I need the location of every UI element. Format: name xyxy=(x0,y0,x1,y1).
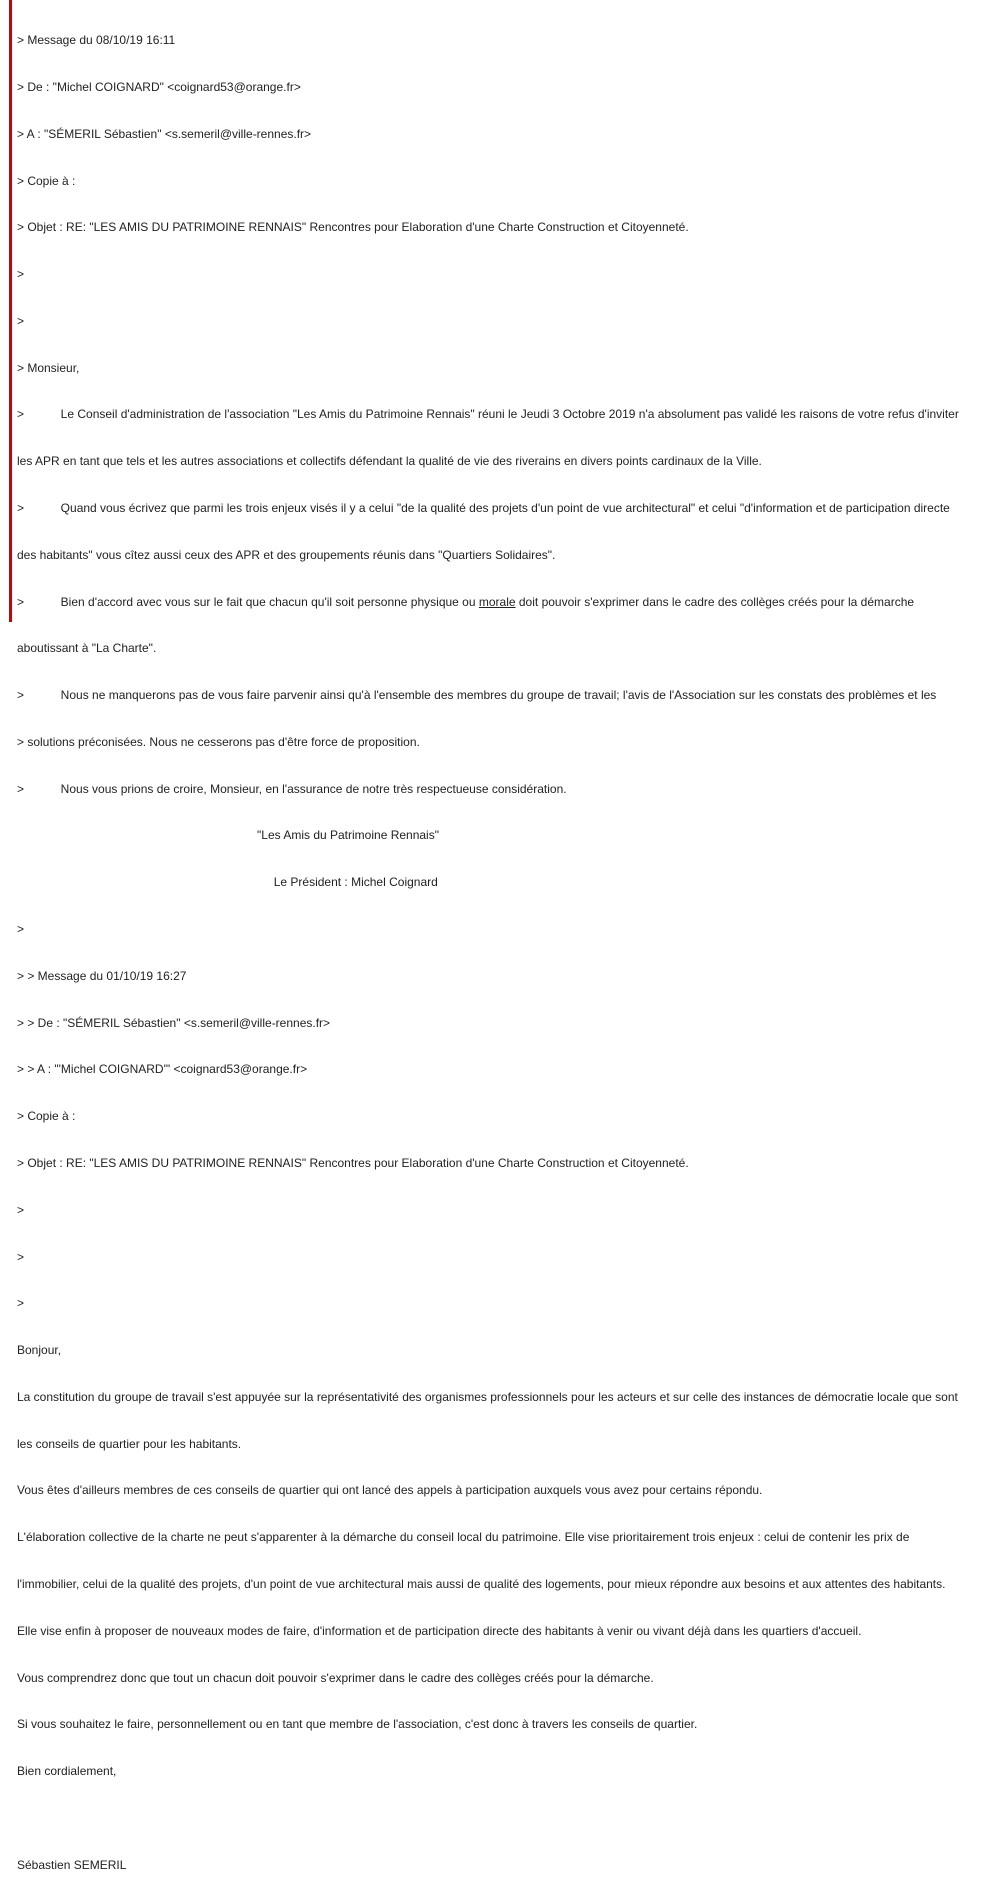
email-body xyxy=(17,2,979,1904)
email-line: aboutissant à "La Charte". xyxy=(17,641,157,656)
email-line: > Copie à : xyxy=(17,1109,76,1124)
email-line: > Le Conseil d'administration de l'association "Les Amis du Patrimoine Rennais" réuni le Jeudi 3 Octobre 2019 n'a absolument pas validé les raisons de votre refus d'inviter xyxy=(17,407,959,422)
email-line: Bonjour, xyxy=(17,1343,62,1358)
email-line: > xyxy=(17,1249,25,1264)
email-line: > Objet : RE: "LES AMIS DU PATRIMOINE RENNAIS" Rencontres pour Elaboration d'une Charte Construction et Citoyenneté. xyxy=(17,220,689,235)
email-line: > solutions préconisées. Nous ne cesserons pas d'être force de proposition. xyxy=(17,734,420,749)
quote-bar xyxy=(9,0,12,622)
email-line: > xyxy=(17,1296,25,1311)
email-line-text: doit pouvoir s'exprimer dans le cadre des collèges créés pour la démarche xyxy=(515,594,915,609)
underlined-word: morale xyxy=(478,594,516,609)
email-line: > Nous vous prions de croire, Monsieur, en l'assurance de notre très respectueuse considération. xyxy=(17,781,567,796)
email-line: Vous comprendrez donc que tout un chacun doit pouvoir s'exprimer dans le cadre des collèges créés pour la démarche. xyxy=(17,1670,654,1685)
email-line: La constitution du groupe de travail s'est appuyée sur la représentativité des organismes professionnels pour les acteurs et sur celle des instances de démocratie locale que sont xyxy=(17,1389,958,1404)
email-line: des habitants" vous cîtez aussi ceux des APR et des groupements réunis dans "Quartiers Solidaires". xyxy=(17,547,556,562)
email-line: > > Message du 01/10/19 16:27 xyxy=(17,968,187,983)
email-line: l'immobilier, celui de la qualité des projets, d'un point de vue architectural mais aussi de qualité des logements, pour mieux répondre aux besoins et aux attentes des habitants. xyxy=(17,1576,946,1591)
email-line xyxy=(17,595,979,611)
email-line: > Copie à : xyxy=(17,173,76,188)
email-line: L'élaboration collective de la charte ne peut s'apparenter à la démarche du conseil local du patrimoine. Elle vise prioritairement trois enjeux : celui de contenir les prix de xyxy=(17,1530,910,1545)
email-line-text: > Bien d'accord avec vous sur le fait que chacun qu'il soit personne physique ou xyxy=(17,594,479,609)
email-line: "Les Amis du Patrimoine Rennais" xyxy=(17,828,439,843)
email-line: > Quand vous écrivez que parmi les trois enjeux visés il y a celui "de la qualité des projets d'un point de vue architectural" et celui "d'information et de participation directe xyxy=(17,501,950,515)
email-line: Sébastien SEMERIL xyxy=(17,1857,127,1872)
email-line: > > A : "'Michel COIGNARD'" <coignard53@orange.fr> xyxy=(17,1062,308,1077)
email-line: > Objet : RE: "LES AMIS DU PATRIMOINE RENNAIS" Rencontres pour Elaboration d'une Charte Construction et Citoyenneté. xyxy=(17,1155,689,1170)
email-line: > xyxy=(17,1202,25,1217)
email-line: Vous êtes d'ailleurs membres de ces conseils de quartier qui ont lancé des appels à participation auxquels vous avez pour certains répondu. xyxy=(17,1483,763,1498)
email-line: Bien cordialement, xyxy=(17,1764,117,1779)
email-line: les APR en tant que tels et les autres associations et collectifs défendant la qualité de vie des riverains en divers points cardinaux de la Ville. xyxy=(17,454,762,469)
email-line: les conseils de quartier pour les habitants. xyxy=(17,1436,242,1451)
email-line: > Message du 08/10/19 16:11 xyxy=(17,33,176,48)
email-line: > xyxy=(17,922,25,937)
email-line: > A : "SÉMERIL Sébastien" <s.semeril@ville-rennes.fr> xyxy=(17,126,312,141)
email-line: Si vous souhaitez le faire, personnellement ou en tant que membre de l'association, c'est donc à travers les conseils de quartier. xyxy=(17,1717,698,1732)
email-line: > Nous ne manquerons pas de vous faire parvenir ainsi qu'à l'ensemble des membres du groupe de travail; l'avis de l'Association sur les constats des problèmes et les xyxy=(17,688,937,703)
email-line: > Monsieur, xyxy=(17,360,80,375)
email-line: > xyxy=(17,313,25,328)
email-line: > > De : "SÉMERIL Sébastien" <s.semeril@ville-rennes.fr> xyxy=(17,1015,331,1030)
email-line: Le Président : Michel Coignard xyxy=(17,875,438,890)
email-line xyxy=(17,1811,979,1827)
email-line: > xyxy=(17,267,25,282)
email-line: Elle vise enfin à proposer de nouveaux modes de faire, d'information et de participation directe des habitants à venir ou vivant déjà dans les quartiers d'accueil. xyxy=(17,1623,862,1638)
email-line: > De : "Michel COIGNARD" <coignard53@orange.fr> xyxy=(17,79,301,94)
